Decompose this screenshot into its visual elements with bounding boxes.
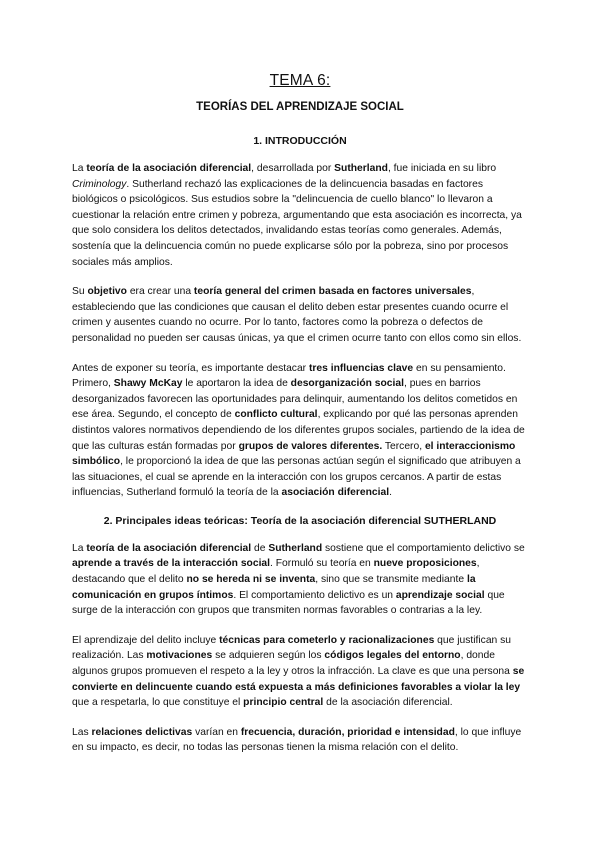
bold-run: técnicas para cometerlo y racionalizaciones (219, 634, 435, 646)
text-run: sostiene que el comportamiento delictivo se (322, 542, 525, 554)
text-run: El aprendizaje del delito incluye (72, 634, 220, 646)
text-run: Antes de exponer su teoría, es importante destacar (72, 362, 309, 374)
bold-run: relaciones delictivas (91, 726, 193, 738)
text-run: le aportaron la idea de (182, 378, 291, 390)
bold-run: teoría de la asociación diferencial (86, 163, 252, 174)
bold-run: asociación diferencial (281, 487, 390, 499)
italic-run: Criminology (72, 178, 127, 190)
text-run: Tercero, (382, 440, 425, 452)
bold-run: grupos de valores diferentes. (238, 440, 383, 452)
bold-run: Sutherland (334, 163, 388, 174)
text-run: , sino que se transmite mediante (315, 574, 467, 586)
bold-run: objetivo (87, 286, 127, 298)
text-run: , destacando que el delito (72, 558, 480, 586)
text-run: , lo que influye en su impacto, es decir, no todas las personas tienen la misma relación con el delito. (72, 726, 522, 754)
text-run: . El comportamiento delictivo es un (233, 589, 396, 601)
bold-run: teoría general del crimen basada en factores universales (193, 286, 472, 298)
document-subtitle: TEORÍAS DEL APRENDIZAJE SOCIAL (196, 101, 404, 113)
text-run: . Formuló su teoría en (270, 558, 374, 570)
bold-run: desorganización social (290, 378, 404, 390)
section-2-paragraph-2 (72, 633, 528, 711)
document-title: TEMA 6: (269, 72, 331, 89)
section-1-paragraph-3 (72, 361, 528, 501)
bold-run: el interaccionismo simbólico (72, 440, 516, 468)
text-run: , explicando por qué las personas aprenden distintos valores normativos dependiendo de los diferentes grupos sociales, partiendo de la idea de que las culturas están formadas por (72, 409, 525, 452)
bold-run: teoría de la asociación diferencial (86, 542, 252, 554)
text-run: se adquieren según los (212, 650, 325, 662)
bold-run: conflicto cultural (234, 409, 318, 421)
text-run: La (72, 163, 87, 174)
bold-run: frecuencia, duración, prioridad e intensidad (240, 726, 455, 738)
section-1-heading: 1. INTRODUCCIÓN (253, 135, 347, 147)
text-run: varían en (192, 726, 241, 738)
bold-run: aprendizaje social (395, 589, 485, 601)
text-run: , desarrollada por (251, 163, 335, 174)
text-run: La (72, 542, 87, 554)
text-run: , fue iniciada en su libro (387, 163, 497, 174)
bold-run: motivaciones (146, 650, 213, 662)
text-run: , donde algunos grupos promueven el respeto a la ley y otros la infracción. La clave es que una persona (72, 650, 513, 678)
section-2-paragraph-1 (72, 541, 528, 619)
bold-run: Sutherland (268, 542, 323, 554)
text-run: , pues en barrios desorganizados favorecen las oportunidades para delinquir, aumentando los delitos cometidos en ese área. Segundo, el concepto de (72, 378, 518, 421)
text-run: de (251, 542, 269, 554)
text-run: en su pensamiento. Primero, (72, 362, 506, 390)
text-run: era crear una (126, 286, 194, 298)
text-run: , le proporcionó la idea de que las personas actúan según el significado que atribuyen a las situaciones, el cual se aprende en la interacción con los grupos cercanos. A partir de estas influencias, Sutherland formuló la teoría de la (72, 456, 521, 499)
bold-run: códigos legales del entorno (324, 650, 461, 662)
text-run: . Sutherland rechazó las explicaciones de la delincuencia basadas en factores biológicos o psicológicos. Sus estudios sobre la "delincuencia de cuello blanco" lo llevaron a cuestionar la relación entre crimen y pobreza, argumentando que esta asociación es incorrecta, ya que solo considera los delitos detectados, invalidando estas teorías como generales. Además, sostenía que la delincuencia común no puede explicarse sólo por la pobreza, sino por procesos sociales más amplios. (72, 178, 522, 268)
text-run: que surge de la interacción con grupos que transmiten normas favorables o contrarias a la ley. (72, 589, 505, 617)
text-run: de la asociación diferencial. (323, 697, 453, 709)
bold-run: nueve proposiciones (373, 558, 477, 570)
text-run: que justifican su realización. Las (72, 634, 512, 662)
bold-run: aprende a través de la interacción social (72, 558, 271, 570)
section-2-heading: 2. Principales ideas teóricas: Teoría de la asociación diferencial SUTHERLAND (103, 514, 497, 527)
text-run: que a respetarla, lo que constituye el (72, 697, 244, 709)
text-run: Su (72, 286, 88, 298)
text-run: . (389, 487, 392, 499)
section-1-paragraph-1 (72, 161, 528, 270)
bold-run: principio central (243, 697, 324, 709)
bold-run: se convierte en delincuente cuando está expuesta a más definiciones favorables a violar la ley (72, 666, 525, 693)
bold-run: Shawy McKay (113, 378, 183, 390)
text-run: , estableciendo que las condiciones que causan el delito deben estar presentes cuando ocurre el crimen y ausentes cuando no ocurre. Por lo tanto, factores como la pobreza o defectos de personalidad no pueden ser causas únicas, ya que el crimen ocurre tanto con ellos como sin ellos. (72, 286, 522, 344)
section-1-paragraph-2 (72, 284, 528, 346)
text-run: Las (72, 726, 92, 738)
bold-run: la comunicación en grupos íntimos (72, 574, 476, 601)
bold-run: tres influencias clave (308, 362, 414, 374)
bold-run: no se hereda ni se inventa (186, 574, 316, 586)
section-2-paragraph-3 (72, 725, 528, 756)
